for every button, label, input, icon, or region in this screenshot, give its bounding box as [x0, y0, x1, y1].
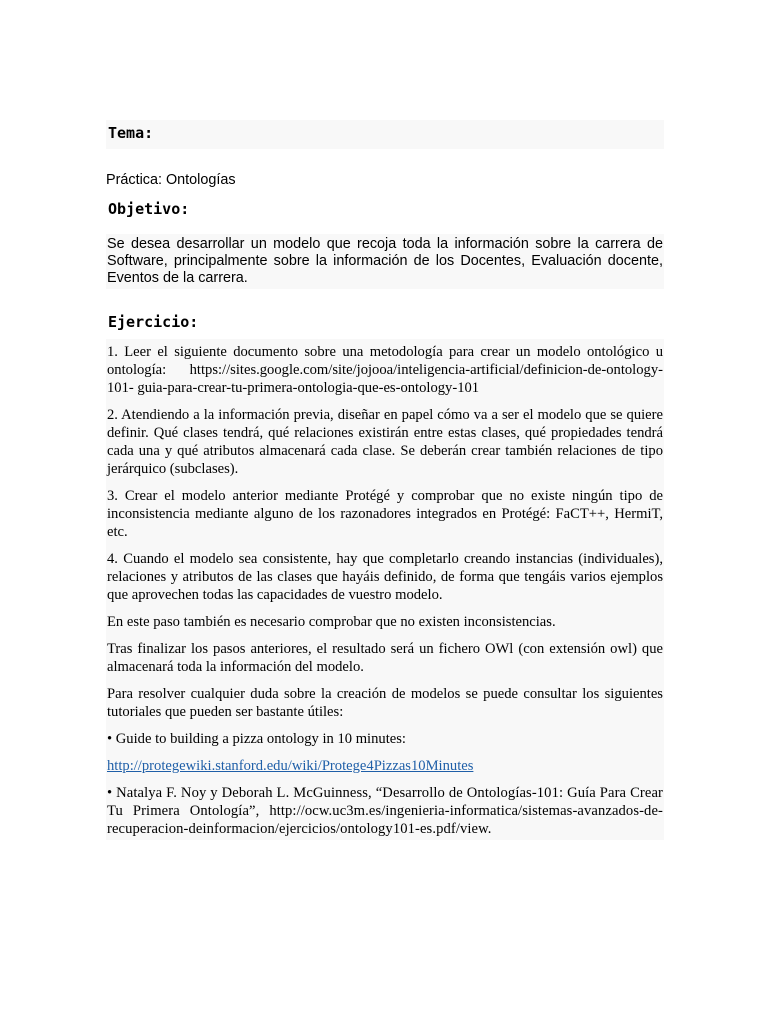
objetivo-paragraph: Se desea desarrollar un modelo que recoja toda la información sobre la carrera de Software, principalmente sobre la información de los Docentes, Evaluación docente, Eventos de la carrera. — [106, 234, 664, 289]
tema-heading: Tema: — [108, 124, 154, 142]
ejercicio-heading-text: Ejercicio: — [108, 313, 199, 331]
ejercicio-step-2: 2. Atendiendo a la información previa, diseñar en papel cómo va a ser el modelo que se quiere definir. Qué clases tendrá, qué relaciones existirán entre estas clases, qué propiedades tendrá cada una y qué atributos almacenará cada clase. Se deberán crear también relaciones de tipo jerárquico (subclases). — [107, 407, 663, 477]
pizza-guide-link-paragraph — [107, 757, 663, 775]
ejercicio-step-1: 1. Leer el siguiente documento sobre una metodología para crear un modelo ontológico u ontología: https://sites.google.com/site/jojooa/inteligencia-artificial/definicion-de-ontology-101- guia-para-crear-tu-primera-ontologia-que-es-ontology-101 — [107, 344, 663, 396]
ejercicio-note-tutoriales: Para resolver cualquier duda sobre la creación de modelos se puede consultar los siguientes tutoriales que pueden ser bastante útiles: — [107, 686, 663, 720]
ejercicio-step-4: 4. Cuando el modelo sea consistente, hay que completarlo creando instancias (individuales), relaciones y atributos de las clases que hayáis definido, de forma que tengáis varios ejemplos que aprovechen todas las capacidades de vuestro modelo. — [107, 551, 663, 603]
objetivo-heading — [106, 194, 664, 224]
ejercicio-body — [106, 339, 664, 840]
tema-heading-band — [106, 120, 664, 149]
ejercicio-note-inconsistencias: En este paso también es necesario comprobar que no existen inconsistencias. — [107, 614, 556, 630]
pizza-guide-item: • Guide to building a pizza ontology in 10 minutes: — [107, 731, 406, 747]
ejercicio-heading — [106, 307, 664, 337]
document-page — [106, 120, 664, 840]
pizza-guide-link[interactable]: http://protegewiki.stanford.edu/wiki/Protege4Pizzas10Minutes — [107, 758, 474, 774]
ejercicio-note-resultado: Tras finalizar los pasos anteriores, el resultado será un fichero OWl (con extensión owl) que almacenará toda la información del modelo. — [107, 641, 663, 675]
ontology101-reference: • Natalya F. Noy y Deborah L. McGuinness, “Desarrollo de Ontologías-101: Guía Para Crear Tu Primera Ontología”, http://ocw.uc3m.es/ingenieria-informatica/sistemas-avanzados-de-recuperacion-deinformacion/ejercicios/ontology101-es.pdf/view. — [107, 785, 663, 837]
tema-value: Práctica: Ontologías — [106, 172, 236, 188]
objetivo-heading-text: Objetivo: — [108, 200, 190, 218]
ejercicio-step-3: 3. Crear el modelo anterior mediante Protégé y comprobar que no existe ningún tipo de inconsistencia mediante alguno de los razonadores integrados en Protégé: FaCT++, HermiT, etc. — [107, 488, 663, 540]
